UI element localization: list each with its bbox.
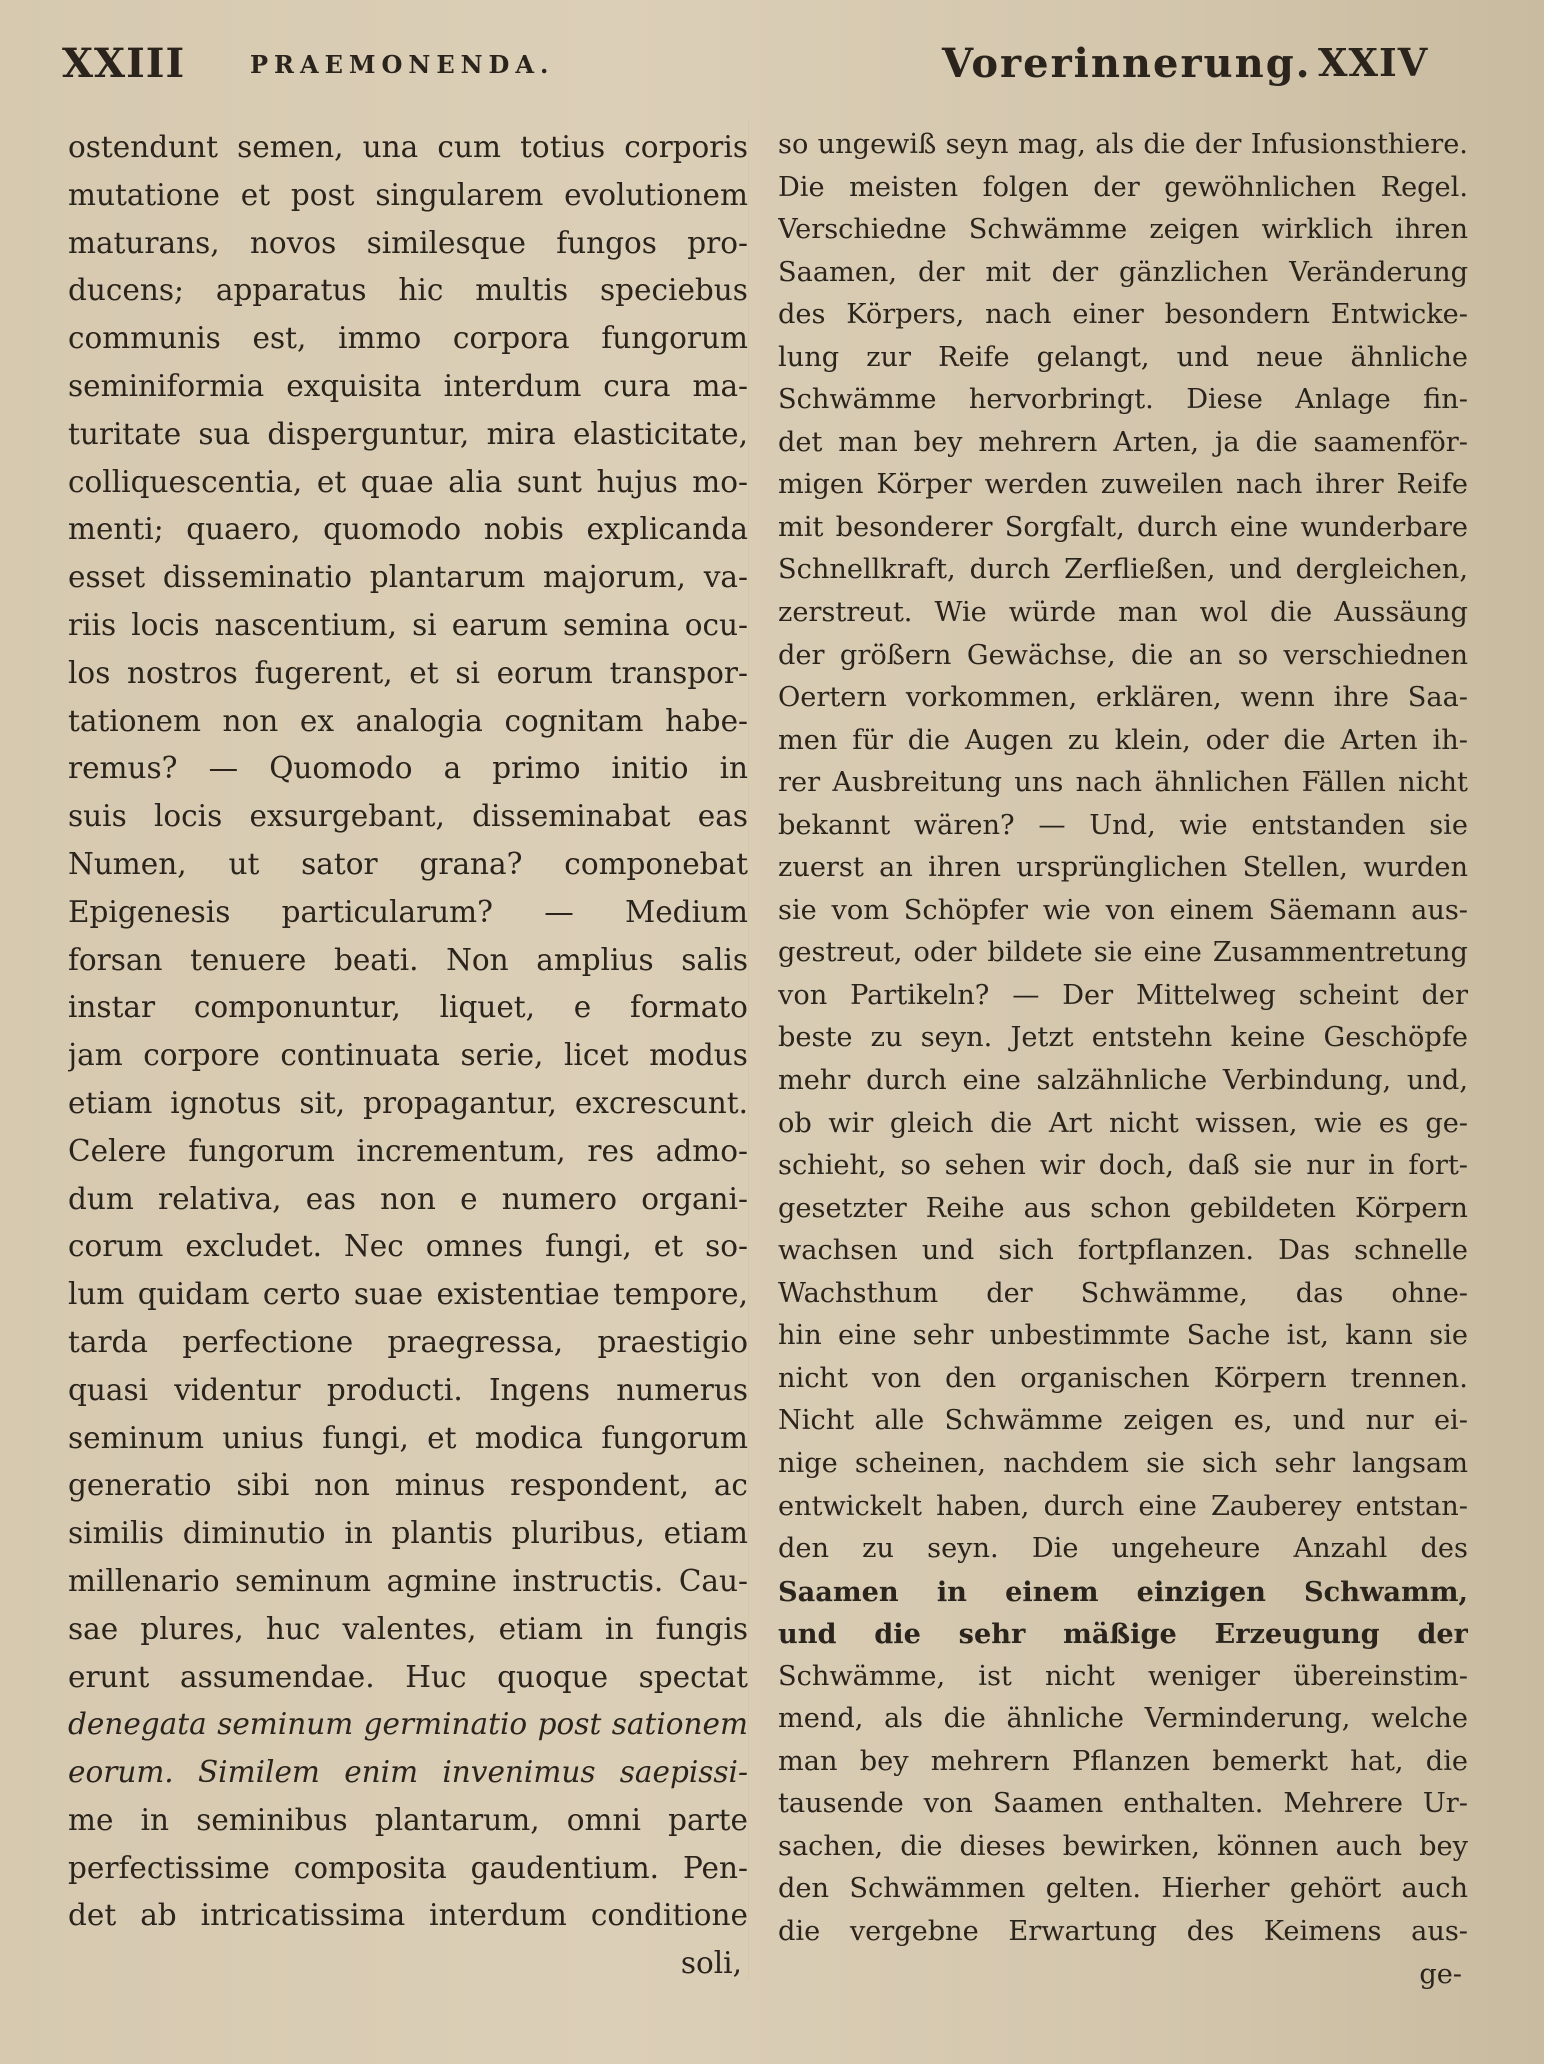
text-line: turitate sua disperguntur, mira elasticitate,	[68, 416, 748, 451]
text-line: entwickelt haben, durch eine Zauberey entstan-	[778, 1490, 1468, 1522]
text-line: sae plures, huc valentes, etiam in fungis	[68, 1611, 748, 1646]
text-line: beste zu seyn. Jetzt entstehn keine Geschöpfe	[778, 1022, 1468, 1054]
text-line: corum excludet. Nec omnes fungi, et so-	[68, 1229, 748, 1264]
text-line: bekannt wären? — Und, wie entstanden sie	[778, 809, 1468, 841]
text-line: des Körpers, nach einer besondern Entwicke-	[778, 299, 1468, 331]
text-line: los nostros fugerent, et si eorum transpor-	[68, 655, 748, 690]
right-page-number: XXIV	[1318, 40, 1429, 85]
text-line: sie vom Schöpfer wie von einem Säemann aus-	[778, 894, 1468, 926]
text-line: maturans, novos similesque fungos pro-	[68, 225, 748, 260]
text-line: riis locis nascentium, si earum semina ocu-	[68, 607, 748, 642]
text-line: communis est, immo corpora fungorum	[68, 321, 748, 356]
text-line: denegata seminum germinatio post sationem	[68, 1707, 748, 1742]
text-line: den zu seyn. Die ungeheure Anzahl des	[778, 1533, 1468, 1565]
latin-text-column	[68, 124, 748, 1988]
text-line: colliquescentia, et quae alia sunt hujus mo-	[68, 464, 748, 499]
text-line: Die meisten folgen der gewöhnlichen Regel.	[778, 171, 1468, 203]
text-line: instar componuntur, liquet, e formato	[68, 990, 748, 1025]
text-line: quasi videntur producti. Ingens numerus	[68, 1372, 748, 1407]
text-line: ob wir gleich die Art nicht wissen, wie es ge-	[778, 1107, 1468, 1139]
text-line: etiam ignotus sit, propagantur, excrescunt.	[68, 1085, 748, 1120]
text-line: sachen, die dieses bewirken, können auch bey	[778, 1830, 1468, 1862]
text-line: remus? — Quomodo a primo initio in	[68, 751, 748, 786]
text-line: tationem non ex analogia cognitam habe-	[68, 703, 748, 738]
text-line: man bey mehrern Pflanzen bemerkt hat, die	[778, 1745, 1468, 1777]
text-line: Saamen in einem einzigen Schwamm,	[778, 1575, 1468, 1608]
column-gutter	[748, 120, 749, 1980]
text-line: so ungewiß seyn mag, als die der Infusionsthiere.	[778, 129, 1468, 160]
left-page-number: XXIII	[62, 40, 186, 87]
text-line: generatio sibi non minus respondent, ac	[68, 1468, 748, 1503]
text-line: jam corpore continuata serie, licet modus	[68, 1038, 748, 1073]
text-line: migen Körper werden zuweilen nach ihrer Reife	[778, 469, 1468, 501]
text-line: dum relativa, eas non e numero organi-	[68, 1181, 748, 1216]
text-line: zuerst an ihren ursprünglichen Stellen, wurden	[778, 852, 1468, 884]
text-line: millenario seminum agmine instructis. Cau-	[68, 1563, 748, 1598]
text-line: und die sehr mäßige Erzeugung der	[778, 1618, 1468, 1651]
text-line: wachsen und sich fortpflanzen. Das schnelle	[778, 1235, 1468, 1267]
text-line: ducens; apparatus hic multis speciebus	[68, 273, 748, 308]
text-line: tarda perfectione praegressa, praestigio	[68, 1324, 748, 1359]
text-line: der größern Gewächse, die an so verschiednen	[778, 639, 1468, 671]
text-line: mit besonderer Sorgfalt, durch eine wunderbare	[778, 511, 1468, 543]
text-line: gesetzter Reihe aus schon gebildeten Körpern	[778, 1192, 1468, 1224]
text-line: Nicht alle Schwämme zeigen es, und nur ei-	[778, 1405, 1468, 1437]
text-line: soli,	[680, 1946, 742, 1981]
text-line: Saamen, der mit der gänzlichen Veränderung	[778, 256, 1468, 288]
text-line: Epigenesis particularum? — Medium	[68, 894, 748, 929]
text-line: mehr durch eine salzähnliche Verbindung, und,	[778, 1065, 1468, 1097]
text-line: erunt assumendae. Huc quoque spectat	[68, 1659, 748, 1694]
text-line: Schwämme hervorbringt. Diese Anlage fin-	[778, 384, 1468, 416]
text-line: det man bey mehrern Arten, ja die saamenför-	[778, 426, 1468, 458]
text-line: Numen, ut sator grana? componebat	[68, 846, 748, 881]
text-line: Oertern vorkommen, erklären, wenn ihre Saa-	[778, 682, 1468, 714]
text-line: esset disseminatio plantarum majorum, va-	[68, 560, 748, 595]
text-line: me in seminibus plantarum, omni parte	[68, 1802, 748, 1837]
german-text-column	[778, 124, 1468, 1996]
text-line: eorum. Similem enim invenimus saepissi-	[68, 1755, 748, 1790]
text-line: die vergebne Erwartung des Keimens aus-	[778, 1915, 1468, 1947]
text-line: Celere fungorum incrementum, res admo-	[68, 1133, 748, 1168]
text-line: nige scheinen, nachdem sie sich sehr langsam	[778, 1447, 1468, 1479]
text-line: gestreut, oder bildete sie eine Zusammentretung	[778, 937, 1468, 969]
text-line: similis diminutio in plantis pluribus, etiam	[68, 1516, 748, 1551]
text-line: ostendunt semen, una cum totius corporis	[68, 130, 748, 164]
text-line: seminum unius fungi, et modica fungorum	[68, 1420, 748, 1455]
text-line: von Partikeln? — Der Mittelweg scheint der	[778, 979, 1468, 1011]
text-line: Verschiedne Schwämme zeigen wirklich ihren	[778, 214, 1468, 246]
text-line: tausende von Saamen enthalten. Mehrere Ur-	[778, 1788, 1468, 1820]
text-line: Wachsthum der Schwämme, das ohne-	[778, 1277, 1468, 1309]
text-line: ge-	[1419, 1958, 1462, 1990]
text-line: seminiformia exquisita interdum cura ma-	[68, 368, 748, 403]
text-line: hin eine sehr unbestimmte Sache ist, kann sie	[778, 1320, 1468, 1352]
text-line: den Schwämmen gelten. Hierher gehört auch	[778, 1873, 1468, 1905]
text-line: schieht, so sehen wir doch, daß sie nur in fort-	[778, 1150, 1468, 1182]
text-line: det ab intricatissima interdum conditione	[68, 1898, 748, 1933]
text-line: men für die Augen zu klein, oder die Arten ih-	[778, 724, 1468, 756]
left-running-title: PRAEMONENDA.	[250, 50, 555, 79]
text-line: zerstreut. Wie würde man wol die Aussäung	[778, 597, 1468, 629]
text-line: suis locis exsurgebant, disseminabat eas	[68, 799, 748, 834]
text-line: mutatione et post singularem evolutionem	[68, 177, 748, 212]
text-line: mend, als die ähnliche Verminderung, welche	[778, 1703, 1468, 1735]
text-line: Schwämme, ist nicht weniger übereinstim-	[778, 1660, 1468, 1692]
text-line: perfectissime composita gaudentium. Pen-	[68, 1850, 748, 1885]
text-line: menti; quaero, quomodo nobis explicanda	[68, 512, 748, 547]
text-line: forsan tenuere beati. Non amplius salis	[68, 942, 748, 977]
text-line: lung zur Reife gelangt, und neue ähnliche	[778, 341, 1468, 373]
text-line: nicht von den organischen Körpern trennen.	[778, 1362, 1468, 1394]
text-line: Schnellkraft, durch Zerfließen, und dergleichen,	[778, 554, 1468, 586]
text-line: rer Ausbreitung uns nach ähnlichen Fällen nicht	[778, 767, 1468, 799]
text-line: lum quidam certo suae existentiae tempore,	[68, 1277, 748, 1312]
right-running-title: Vorerinnerung.	[942, 40, 1312, 87]
